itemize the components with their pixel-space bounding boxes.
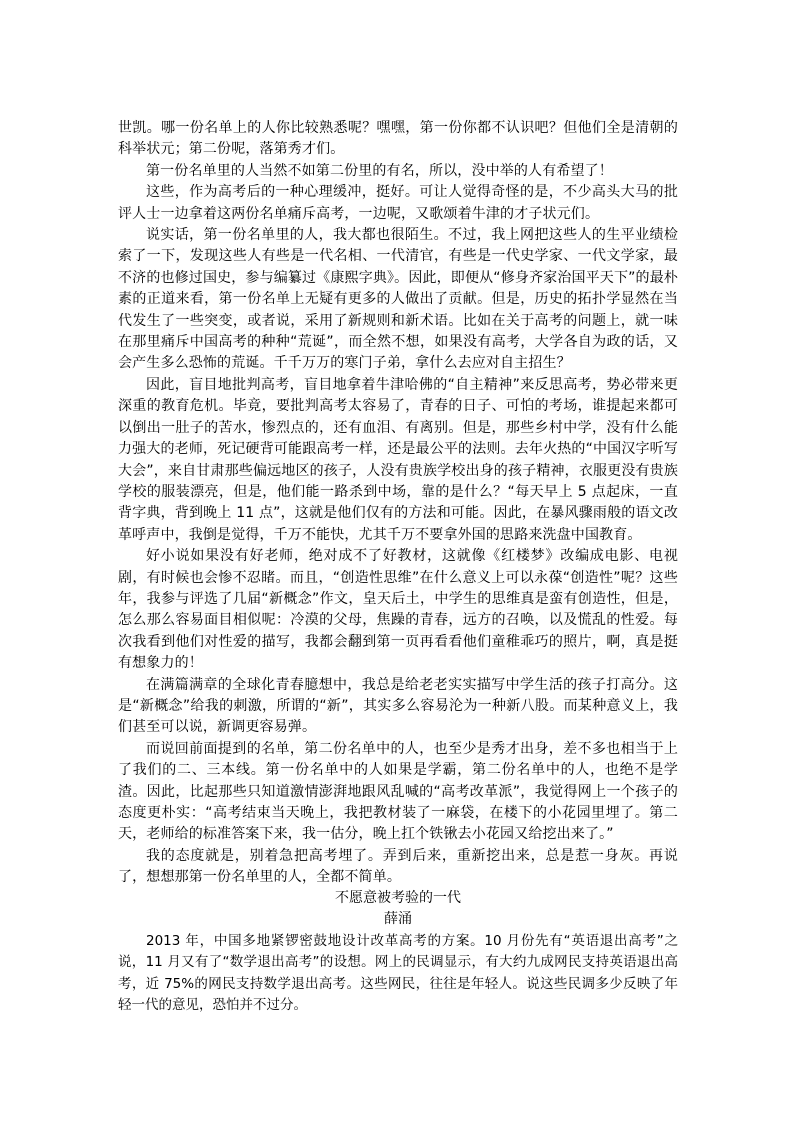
paragraph: 我的态度就是，别着急把高考埋了。弄到后来，重新挖出来，总是惹一身灰。再说了，想想那第一份名单里的人，全都不简单。 — [118, 847, 678, 886]
paragraph: 而说回前面提到的名单，第二份名单中的人，也至少是秀才出身，差不多也相当于上了我们的二、三本线。第一份名单中的人如果是学霸，第二份名单中的人，也绝不是学渣。因此，比起那些只知道激情澎湃地跟风乱喊的“高考改革派”，我觉得网上一个孩子的态度更朴实：“高考结束当天晚上，我把教材装了一麻袋，在楼下的小花园里埋了。第二天，老师给的标准答案下来，我一估分，晚上扛个铁锹去小花园又给挖出来了。” — [118, 740, 678, 843]
paragraph: 第一份名单里的人当然不如第二份里的有名，所以，没中举的人有希望了！ — [146, 162, 613, 179]
paragraph: 说实话，第一份名单里的人，我大都也很陌生。不过，我上网把这些人的生平业绩检索了一下，发现这些人有些是一代名相、一代清官，有些是一代史学家、一代文学家，最不济的也修过国史，参与编纂过《康熙字典》。因此，即便从“修身齐家治国平天下”的最朴素的正道来看，第一份名单上无疑有更多的人做出了贡献。但是，历史的拓扑学显然在当代发生了一些突变，或者说，采用了新规则和新术语。比如在关于高考的问题上，就一味在那里痛斥中国高考的种种“荒诞”，而全然不想，如果没有高考，大学各自为政的话，又会产生多么恐怖的荒诞。千千万万的寒门子弟，拿什么去应对自主招生？ — [118, 227, 678, 372]
paragraph: 在满篇满章的全球化青春臆想中，我总是给老老实实描写中学生活的孩子打高分。这是“新概念”给我的刺激，所谓的“新”，其实多么容易沦为一种新八股。而某种意义上，我们甚至可以说，新调更容易弹。 — [118, 676, 678, 736]
article-author: 薛涌 — [384, 911, 412, 928]
paragraph: 因此，盲目地批判高考，盲目地拿着牛津哈佛的“自主精神”来反思高考，势必带来更深重的教育危机。毕竟，要批判高考太容易了，青春的日子、可怕的考场，谁提起来都可以倒出一肚子的苦水，惨烈点的，还有血泪、有离别。但是，那些乡村中学，没有什么能力强大的老师，死记硬背可能跟高考一样，还是最公平的法则。去年火热的“中国汉字听写大会”，来自甘肃那些偏远地区的孩子，人没有贵族学校出身的孩子精神，衣服更没有贵族学校的服装漂亮，但是，他们能一路杀到中场，靠的是什么？“每天早上 5 点起床，一直背字典，背到晚上 11 点”，这就是他们仅有的方法和可能。因此，在暴风骤雨般的语文改革呼声中，我倒是觉得，千万不能快，尤其千万不要拿外国的思路来洗盘中国教育。 — [118, 376, 678, 543]
article-body — [118, 118, 678, 889]
article-title: 不愿意被考验的一代 — [335, 890, 461, 906]
paragraph: 好小说如果没有好老师，绝对成不了好教材，这就像《红楼梦》改编成电影、电视剧，有时候也会惨不忍睹。而且，“创造性思维”在什么意义上可以永葆“创造性”呢？这些年，我参与评选了几届“新概念”作文，皇天后土，中学生的思维真是蛮有创造性，但是，怎么那么容易面目相似呢：冷漠的父母，焦躁的青春，远方的召唤，以及慌乱的性爱。每次我看到他们对性爱的描写，我都会翻到第一页再看看他们童稚乖巧的照片，啊，真是挺有想象力的！ — [118, 548, 678, 672]
paragraph: 2013 年，中国多地紧锣密鼓地设计改革高考的方案。10 月份先有“英语退出高考”之说，11 月又有了“数学退出高考”的设想。网上的民调显示，有大约九成网民支持英语退出高考，近 75%的网民支持数学退出高考。这些网民，往往是年轻人。说这些民调多少反映了年轻一代的意见，恐怕并不过分。 — [118, 932, 678, 1014]
paragraph: 世凯。哪一份名单上的人你比较熟悉呢？嘿嘿，第一份你都不认识吧？但他们全是清朝的科举状元；第二份呢，落第秀才们。 — [118, 120, 678, 158]
second-article — [118, 888, 678, 1016]
paragraph: 这些，作为高考后的一种心理缓冲，挺好。可让人觉得奇怪的是，不少高头大马的批评人士一边拿着这两份名单痛斥高考，一边呢，又歌颂着牛津的才子状元们。 — [118, 184, 678, 222]
